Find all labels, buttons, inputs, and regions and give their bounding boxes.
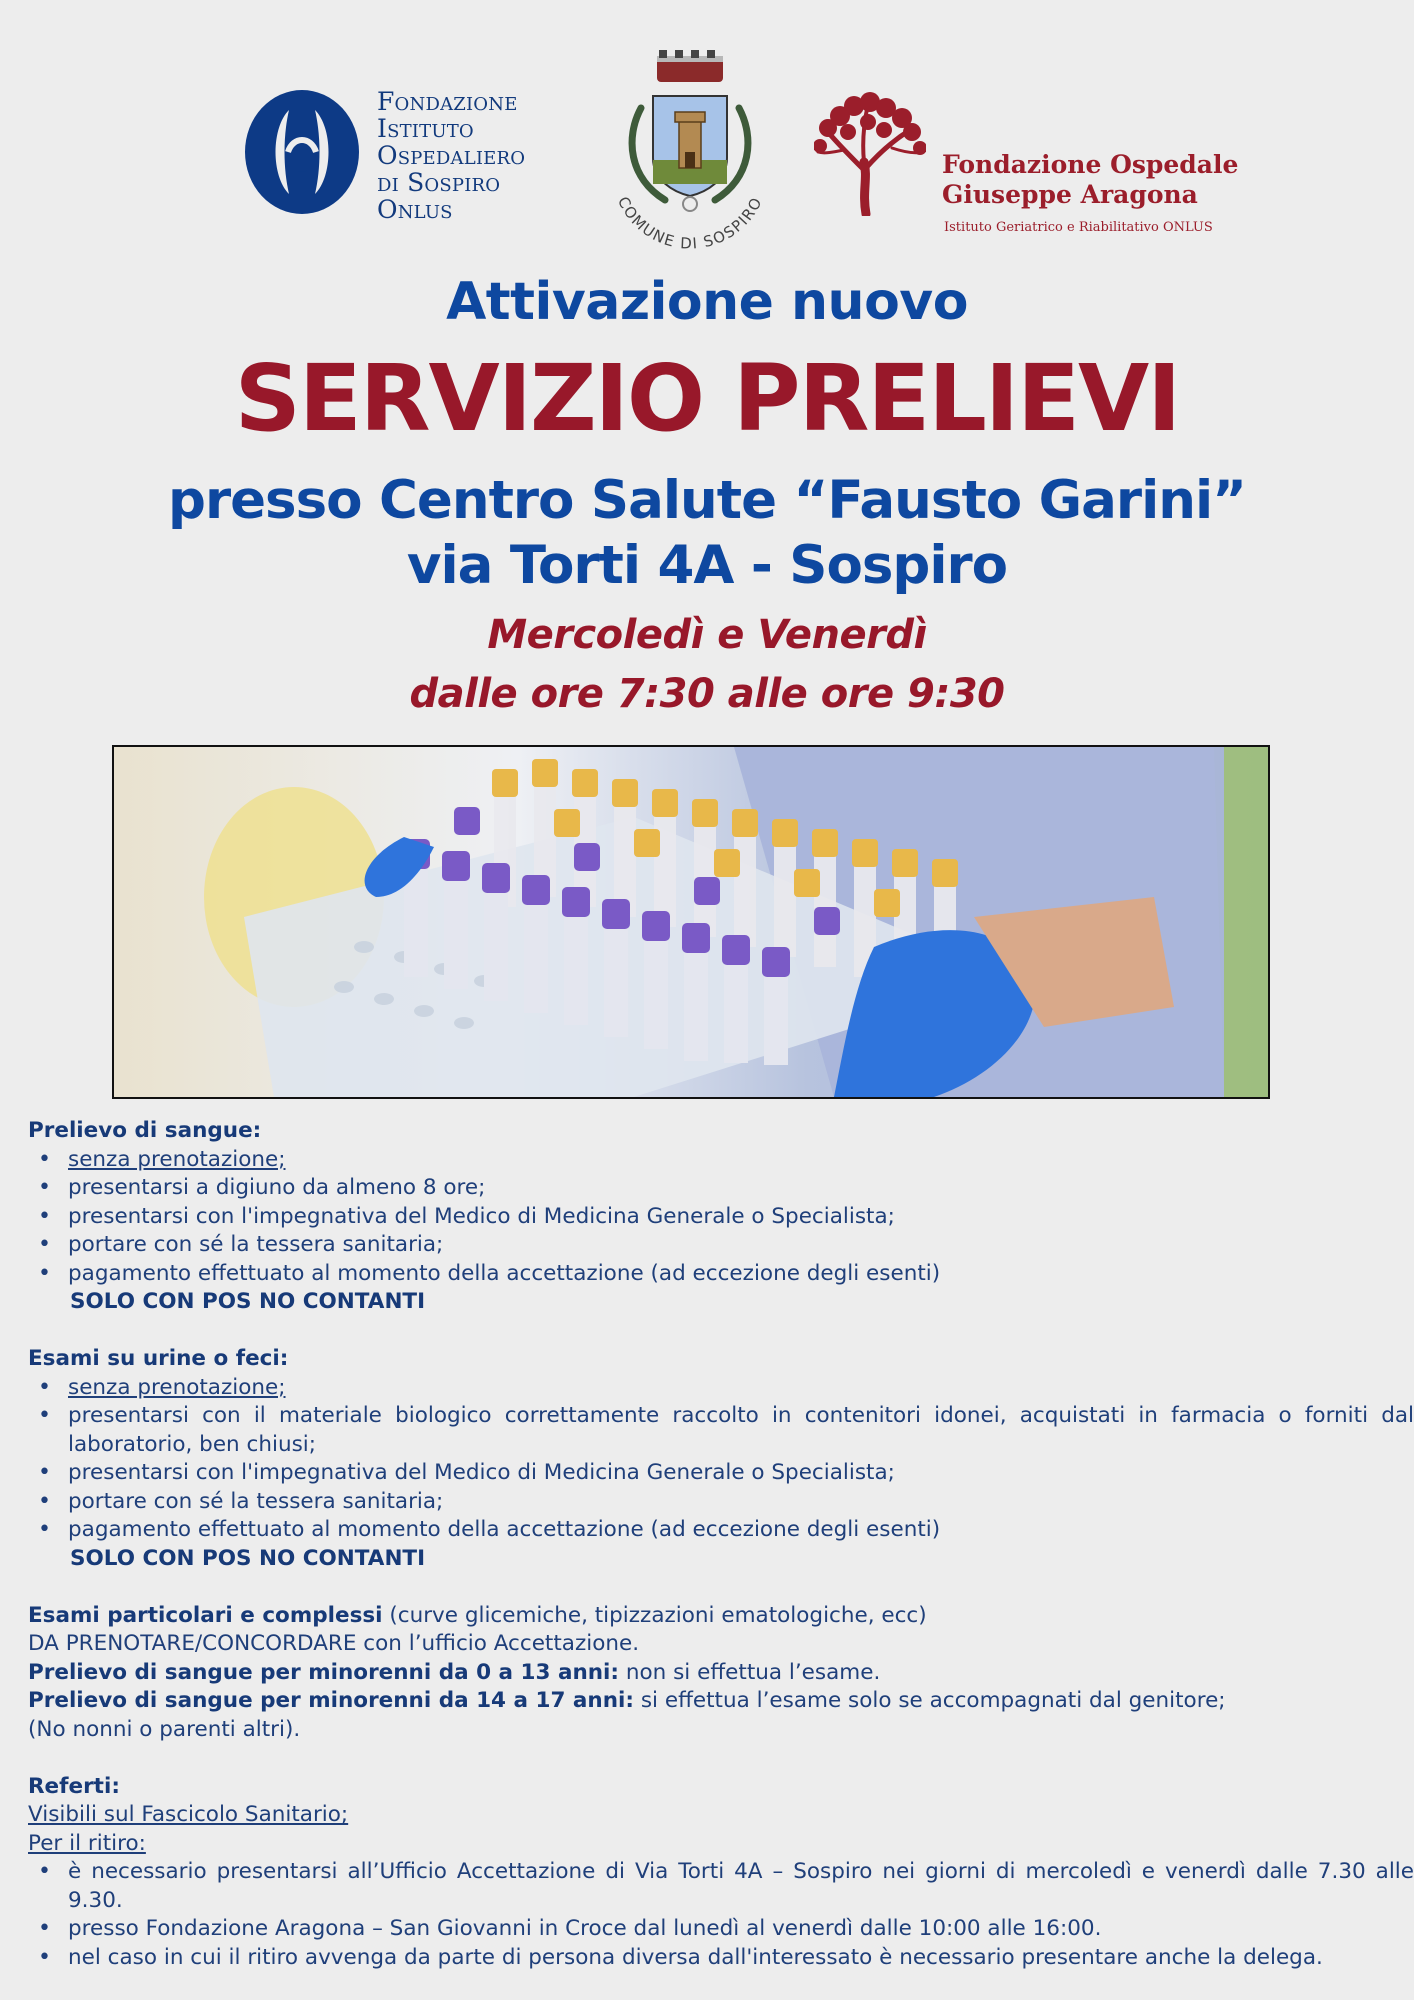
minori-0-13-title: Prelievo di sangue per minorenni da 0 a 13 anni: (28, 1659, 620, 1685)
list-item: • pagamento effettuato al momento della accettazione (ad eccezione degli esenti) (28, 1516, 1414, 1545)
esami-particolari-title: Esami particolari e complessi (28, 1602, 383, 1628)
svg-text:COMUNE DI SOSPIRO (614, 194, 766, 253)
heading-servizio-prelievi: SERVIZIO PRELIEVI (234, 345, 1180, 452)
list-item-text: senza prenotazione; (68, 1374, 286, 1400)
esami-particolari-detail: (curve glicemiche, tipizzazioni ematologiche, ecc) (382, 1602, 927, 1628)
heading-days: Mercoledì e Venerdì (487, 612, 927, 658)
fisd-emblem-icon (243, 88, 361, 216)
comune-crest-icon (595, 48, 785, 258)
logo-bar (0, 40, 1414, 255)
list-item (28, 1374, 1414, 1403)
referti-list (28, 1858, 1414, 1972)
minori-14-17-note: (No nonni o parenti altri). (28, 1716, 301, 1742)
logo-fondazione-aragona (814, 92, 1239, 252)
referti-fascicolo: Visibili sul Fascicolo Sanitario; (28, 1802, 349, 1827)
info-content (28, 1117, 1414, 1972)
minori-0-13-text: non si effettua l’esame. (619, 1659, 881, 1685)
minori-14-17-title: Prelievo di sangue per minorenni da 14 a 17 anni: (28, 1688, 634, 1713)
fisd-line: Istituto (377, 114, 474, 143)
fisd-line: Fondazione (377, 87, 518, 116)
section-title-esami-urine: Esami su urine o feci: (28, 1346, 289, 1371)
logo-comune-di-sospiro (595, 48, 785, 258)
list-item: • presso Fondazione Aragona – San Giovanni in Croce dal lunedì al venerdì dalle 10:00 alle 16:00. (28, 1915, 1414, 1944)
minori-0-13-line (28, 1659, 1414, 1688)
list-item: • è necessario presentarsi all’Ufficio Accettazione di Via Torti 4A – Sospiro nei giorni di mercoledì e venerdì dalle 7.30 alle 9.30. (28, 1858, 1414, 1915)
prelievo-sangue-list (28, 1146, 1414, 1289)
list-item: • pagamento effettuato al momento della accettazione (ad eccezione degli esenti) (28, 1260, 1414, 1289)
test-tubes-illustration (114, 747, 1268, 1097)
section-title-referti: Referti: (28, 1773, 120, 1799)
payment-note: SOLO CON POS NO CONTANTI (70, 1545, 426, 1571)
list-item: • portare con sé la tessera sanitaria; (28, 1231, 1414, 1260)
list-item-text: senza prenotazione; (68, 1146, 286, 1172)
aragona-subtitle: Istituto Geriatrico e Riabilitativo ONLUS (944, 220, 1213, 235)
minori-14-17-line (28, 1687, 1414, 1716)
section-title-prelievo-sangue: Prelievo di sangue: (28, 1118, 262, 1143)
blood-tubes-photo (112, 745, 1270, 1099)
list-item: • portare con sé la tessera sanitaria; (28, 1488, 1414, 1517)
list-item: • presentarsi a digiuno da almeno 8 ore; (28, 1174, 1414, 1203)
esami-particolari-booking: DA PRENOTARE/CONCORDARE con l’ufficio Accettazione. (28, 1631, 640, 1656)
list-item: • presentarsi con l'impegnativa del Medico di Medicina Generale o Specialista; (28, 1459, 1414, 1488)
esami-urine-list (28, 1374, 1414, 1545)
aragona-name-line2: Giuseppe Aragona (942, 180, 1198, 209)
referti-ritiro-label: Per il ritiro: (28, 1830, 146, 1856)
list-item (28, 1146, 1414, 1175)
minori-14-17-text: si effettua l’esame solo se accompagnati dal genitore; (634, 1688, 1226, 1713)
fisd-name (377, 88, 525, 223)
heading-attivazione: Attivazione nuovo (446, 272, 968, 332)
list-item: • presentarsi con il materiale biologico correttamente raccolto in contenitori idonei, acquistati in farmacia o forniti dal laboratorio, ben chiusi; (28, 1402, 1414, 1459)
payment-note: SOLO CON POS NO CONTANTI (70, 1289, 426, 1314)
heading-presso: presso Centro Salute “Fausto Garini” (168, 470, 1246, 531)
heading-address: via Torti 4A - Sospiro (406, 535, 1008, 596)
comune-text: COMUNE DI SOSPIRO (613, 193, 767, 253)
list-item: • nel caso in cui il ritiro avvenga da parte di persona diversa dall'interessato è necessario presentare anche la delega. (28, 1944, 1414, 1973)
logo-fondazione-istituto-sospiro (243, 88, 543, 228)
esami-particolari-line (28, 1602, 1414, 1631)
heading-hours: dalle ore 7:30 alle ore 9:30 (409, 671, 1005, 717)
fisd-line: Ospedaliero (377, 141, 526, 170)
fisd-line: di Sospiro (377, 168, 501, 197)
list-item: • presentarsi con l'impegnativa del Medico di Medicina Generale o Specialista; (28, 1203, 1414, 1232)
aragona-name-line1: Fondazione Ospedale (942, 150, 1239, 179)
fisd-line: Onlus (377, 195, 453, 224)
olive-tree-icon (814, 92, 926, 216)
